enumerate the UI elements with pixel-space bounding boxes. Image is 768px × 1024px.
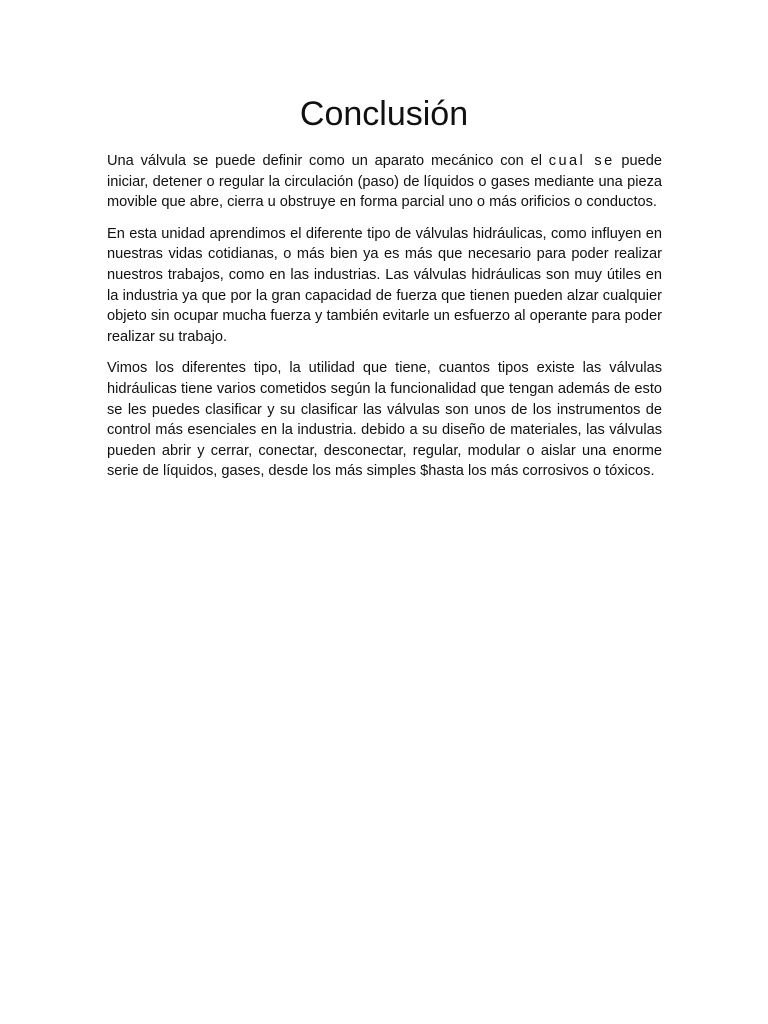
document-body xyxy=(107,151,662,493)
paragraph-definition xyxy=(107,151,662,213)
paragraph-learning: En esta unidad aprendimos el diferente tipo de válvulas hidráulicas, como influyen en nuestras vidas cotidianas, o más bien ya es más que necesario para poder realizar nuestros trabajos, como en las industrias. Las válvulas hidráulicas son muy útiles en la industria ya que por la gran capacidad de fuerza que tienen pueden alzar cualquier objeto sin ocupar mucha fuerza y también evitarle un esfuerzo al operante para poder realizar su trabajo. xyxy=(107,225,662,345)
paragraph-definition-spaced-text: cual se xyxy=(548,153,615,169)
paragraph-definition-end: puede iniciar, detener o regular la circulación (paso) de líquidos o gases mediante una pieza movible que abre, cierra u obstruye en forma parcial uno o más orificios o conductos. xyxy=(107,153,662,211)
page-title: Conclusión xyxy=(299,95,469,133)
paragraph-classification: Vimos los diferentes tipo, la utilidad que tiene, cuantos tipos existe las válvulas hidráulicas tiene varios cometidos según la funcionalidad que tengan además de esto se les puedes clasificar y su clasificar las válvulas son unos de los instrumentos de control más esenciales en la industria. debido a su diseño de materiales, las válvulas pueden abrir y cerrar, conectar, desconectar, regular, modular o aislar una enorme serie de líquidos, gases, desde los más simples $hasta los más corrosivos o tóxicos. xyxy=(107,360,662,480)
paragraph-definition-start: Una válvula se puede definir como un aparato mecánico con el xyxy=(107,153,549,169)
